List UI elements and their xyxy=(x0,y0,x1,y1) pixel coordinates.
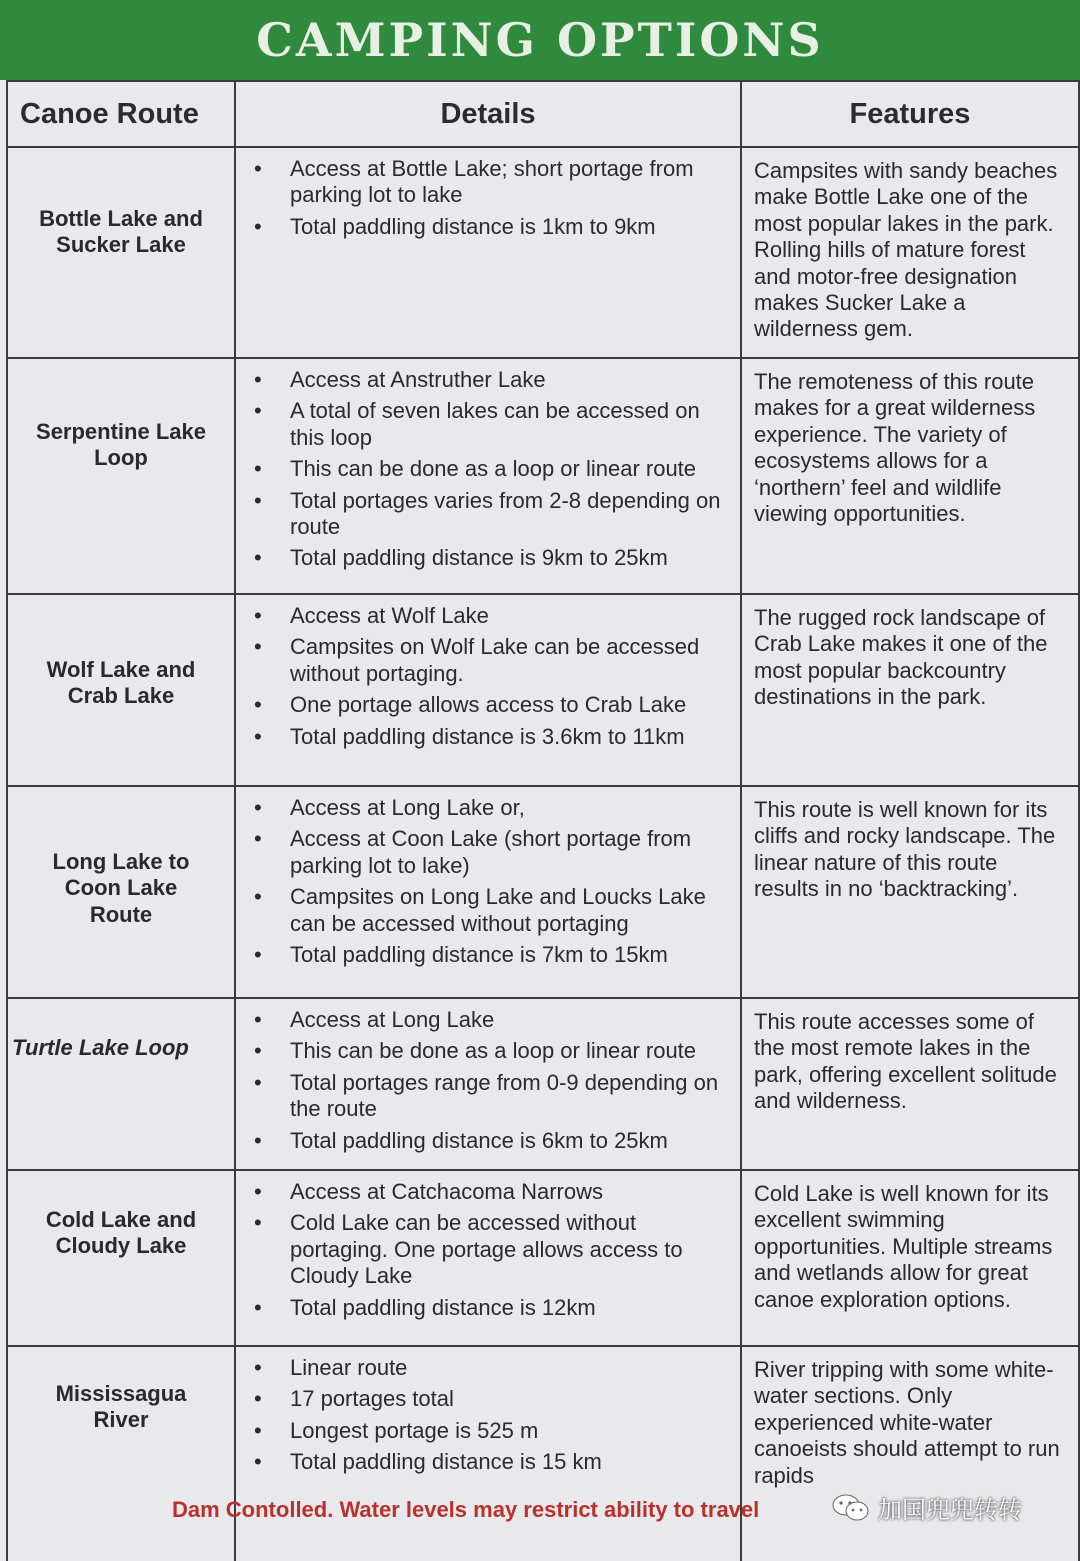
table-row xyxy=(7,147,1079,358)
route-name-line: Bottle Lake and xyxy=(39,206,203,231)
route-name xyxy=(7,594,235,786)
route-name-line: Coon Lake xyxy=(64,875,178,901)
route-name xyxy=(7,147,235,358)
detail-item: • 17 portages total xyxy=(254,1386,728,1412)
detail-item: • Total portages varies from 2-8 depending on route xyxy=(254,488,728,541)
route-name-line: Crab Lake xyxy=(67,683,175,709)
detail-item: • Access at Coon Lake (short portage from parking lot to lake) xyxy=(254,826,728,879)
route-name-line: Sucker Lake xyxy=(56,232,186,258)
detail-item: • Total portages range from 0-9 depending on the route xyxy=(254,1070,728,1123)
table-row xyxy=(7,358,1079,594)
watermark xyxy=(832,1490,1022,1525)
detail-item: • Total paddling distance is 12km xyxy=(254,1295,728,1321)
detail-item: • Cold Lake can be accessed without portaging. One portage allows access to Cloudy Lake xyxy=(254,1210,728,1289)
route-features: Cold Lake is well known for its excellent swimming opportunities. Multiple streams and wetlands allow for great canoe exploration options. xyxy=(741,1170,1079,1346)
route-details xyxy=(235,998,741,1170)
column-header-route: Canoe Route xyxy=(7,81,235,147)
detail-item: • Access at Long Lake or, xyxy=(254,795,728,821)
detail-item: • Access at Wolf Lake xyxy=(254,603,728,629)
detail-item: • One portage allows access to Crab Lake xyxy=(254,692,728,718)
route-details xyxy=(235,594,741,786)
route-details xyxy=(235,1170,741,1346)
detail-item: • Total paddling distance is 1km to 9km xyxy=(254,214,728,240)
table-row xyxy=(7,1346,1079,1561)
route-name xyxy=(7,786,235,998)
route-details xyxy=(235,147,741,358)
detail-item: • A total of seven lakes can be accessed on this loop xyxy=(254,398,728,451)
route-details xyxy=(235,358,741,594)
route-features: Campsites with sandy beaches make Bottle Lake one of the most popular lakes in the park. Rolling hills of mature forest and motor-free designation makes Sucker Lake a wilderness gem. xyxy=(741,147,1079,358)
detail-item: • Linear route xyxy=(254,1355,728,1381)
route-details xyxy=(235,1346,741,1561)
detail-item: • Campsites on Long Lake and Loucks Lake can be accessed without portaging xyxy=(254,884,728,937)
detail-item: • This can be done as a loop or linear route xyxy=(254,456,728,482)
route-name-line: Mississagua xyxy=(55,1381,187,1406)
header-row xyxy=(7,81,1079,147)
route-name xyxy=(7,998,235,1170)
table-row xyxy=(7,998,1079,1170)
detail-item: • Longest portage is 525 m xyxy=(254,1418,728,1444)
detail-item: • Access at Anstruther Lake xyxy=(254,367,728,393)
watermark-text: 加国兜兜转转 xyxy=(878,1497,1022,1524)
detail-item: • Total paddling distance is 3.6km to 11km xyxy=(254,724,728,750)
route-name-line: Cloudy Lake xyxy=(55,1233,187,1259)
table-row xyxy=(7,1170,1079,1346)
detail-item: • Access at Long Lake xyxy=(254,1007,728,1033)
route-name-line: Turtle Lake Loop xyxy=(12,1035,189,1060)
detail-item: • Total paddling distance is 9km to 25km xyxy=(254,545,728,571)
route-name xyxy=(7,358,235,594)
route-name-line: Long Lake to xyxy=(52,849,190,874)
table-row xyxy=(7,786,1079,998)
detail-item: • Total paddling distance is 6km to 25km xyxy=(254,1128,728,1154)
table-row xyxy=(7,594,1079,786)
detail-item: • Total paddling distance is 7km to 15km xyxy=(254,942,728,968)
detail-item: • Total paddling distance is 15 km xyxy=(254,1449,728,1475)
route-features: The rugged rock landscape of Crab Lake makes it one of the most popular backcountry destinations in the park. xyxy=(741,594,1079,786)
column-header-features: Features xyxy=(741,81,1079,147)
route-name-line: Serpentine Lake xyxy=(36,419,206,444)
route-name xyxy=(7,1346,235,1561)
route-name-line: Route xyxy=(89,901,153,927)
route-name-line: Wolf Lake and xyxy=(46,657,196,682)
detail-item: • Access at Bottle Lake; short portage from parking lot to lake xyxy=(254,156,728,209)
route-name-line: River xyxy=(93,1407,149,1433)
dam-controlled-note: Dam Contolled. Water levels may restrict ability to travel xyxy=(172,1497,760,1522)
detail-item: • Campsites on Wolf Lake can be accessed without portaging. xyxy=(254,634,728,687)
route-name-line: Cold Lake and xyxy=(45,1207,197,1232)
column-header-details: Details xyxy=(235,81,741,147)
route-features: This route is well known for its cliffs and rocky landscape. The linear nature of this route results in no ‘backtracking’. xyxy=(741,786,1079,998)
route-details xyxy=(235,786,741,998)
route-features: This route accesses some of the most remote lakes in the park, offering excellent solitude and wilderness. xyxy=(741,998,1079,1170)
route-features: River tripping with some white-water sections. Only experienced white-water canoeists should attempt to run rapids xyxy=(741,1346,1079,1561)
route-name-line: Loop xyxy=(94,445,148,471)
camping-table xyxy=(6,80,1080,1561)
page-title: CAMPING OPTIONS xyxy=(256,13,824,67)
wechat-icon xyxy=(832,1493,870,1523)
detail-item: • Access at Catchacoma Narrows xyxy=(254,1179,728,1205)
route-features: The remoteness of this route makes for a great wilderness experience. The variety of ecosystems allows for a ‘northern’ feel and wildlife viewing opportunities. xyxy=(741,358,1079,594)
route-name xyxy=(7,1170,235,1346)
title-banner xyxy=(0,0,1080,80)
detail-item: • This can be done as a loop or linear route xyxy=(254,1038,728,1064)
